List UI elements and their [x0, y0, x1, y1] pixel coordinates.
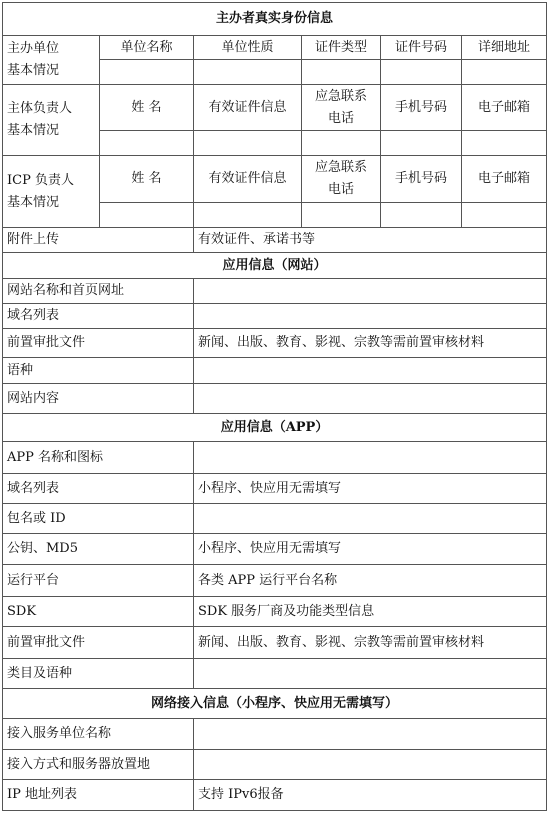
section-title-website: 应用信息（网站）: [3, 253, 547, 279]
attachment-value: 有效证件、承诺书等: [194, 228, 547, 253]
app-row-label: SDK: [3, 597, 194, 627]
attachment-label: 附件上传: [3, 228, 194, 253]
icp-label-line2: 基本情况: [7, 194, 60, 210]
empty-cell: [462, 203, 547, 228]
icp-phone-header: 手机号码: [381, 156, 462, 203]
network-row-label: 接入服务单位名称: [3, 719, 194, 750]
section-title-network: 网络接入信息（小程序、快应用无需填写）: [3, 689, 547, 719]
principal-name-header: 姓 名: [100, 85, 194, 131]
empty-cell: [381, 203, 462, 228]
app-row-value: 小程序、快应用无需填写: [194, 474, 547, 504]
empty-cell: [100, 131, 194, 156]
icp-basic-label: [3, 156, 100, 228]
principal-label-line2: 基本情况: [7, 123, 60, 138]
website-row-label: 网站名称和首页网址: [3, 279, 194, 304]
empty-cell: [194, 131, 302, 156]
network-row-label: 接入方式和服务器放置地: [3, 750, 194, 780]
icp-emergency-line2: 电话: [327, 182, 354, 197]
unit-basic-label: [3, 36, 100, 85]
network-row-label: IP 地址列表: [3, 780, 194, 811]
website-row-value: [194, 279, 547, 304]
app-row-value: 小程序、快应用无需填写: [194, 534, 547, 565]
col-unit-name: 单位名称: [100, 36, 194, 60]
website-row-label: 前置审批文件: [3, 329, 194, 358]
website-row-label: 域名列表: [3, 304, 194, 329]
app-row-label: 包名或 ID: [3, 504, 194, 534]
col-address: 详细地址: [462, 36, 547, 60]
app-row-label: 前置审批文件: [3, 627, 194, 659]
app-row-label: 域名列表: [3, 474, 194, 504]
app-row-value: [194, 659, 547, 689]
app-row-label: 运行平台: [3, 565, 194, 597]
principal-emergency-line2: 电话: [327, 110, 354, 126]
icp-label-line1: ICP 负责人: [7, 172, 74, 188]
app-row-value: [194, 442, 547, 474]
icp-emergency-line1: 应急联系: [314, 160, 367, 175]
section-title-identity: 主办者真实身份信息: [3, 3, 547, 36]
app-row-label: 类目及语种: [3, 659, 194, 689]
network-row-value: [194, 750, 547, 780]
filing-info-table: [2, 2, 547, 811]
icp-email-header: 电子邮箱: [462, 156, 547, 203]
icp-name-header: 姓 名: [100, 156, 194, 203]
empty-cell: [194, 203, 302, 228]
empty-cell: [100, 60, 194, 85]
empty-cell: [381, 60, 462, 85]
website-row-value: 新闻、出版、教育、影视、宗教等需前置审核材料: [194, 329, 547, 358]
principal-label-line1: 主体负责人: [7, 101, 73, 116]
empty-cell: [381, 131, 462, 156]
unit-label-line2: 基本情况: [7, 63, 60, 78]
website-row-value: [194, 384, 547, 414]
app-row-value: [194, 504, 547, 534]
empty-cell: [462, 60, 547, 85]
icp-emergency-header: [302, 156, 381, 203]
section-title-app: 应用信息（APP）: [3, 414, 547, 442]
website-row-label: 语种: [3, 358, 194, 384]
icp-cert-header: 有效证件信息: [194, 156, 302, 203]
app-row-label: APP 名称和图标: [3, 442, 194, 474]
empty-cell: [462, 131, 547, 156]
principal-basic-label: [3, 85, 100, 156]
empty-cell: [302, 203, 381, 228]
principal-cert-header: 有效证件信息: [194, 85, 302, 131]
app-row-label: 公钥、MD5: [3, 534, 194, 565]
network-row-value: [194, 719, 547, 750]
empty-cell: [302, 60, 381, 85]
app-row-value: 各类 APP 运行平台名称: [194, 565, 547, 597]
principal-phone-header: 手机号码: [381, 85, 462, 131]
website-row-value: [194, 304, 547, 329]
empty-cell: [194, 60, 302, 85]
network-row-value: 支持 IPv6报备: [194, 780, 547, 811]
empty-cell: [100, 203, 194, 228]
principal-email-header: 电子邮箱: [462, 85, 547, 131]
app-row-value: SDK 服务厂商及功能类型信息: [194, 597, 547, 627]
website-row-value: [194, 358, 547, 384]
principal-emergency-header: [302, 85, 381, 131]
website-row-label: 网站内容: [3, 384, 194, 414]
col-cert-number: 证件号码: [381, 36, 462, 60]
principal-emergency-line1: 应急联系: [314, 88, 367, 104]
empty-cell: [302, 131, 381, 156]
col-cert-type: 证件类型: [302, 36, 381, 60]
col-unit-nature: 单位性质: [194, 36, 302, 60]
unit-label-line1: 主办单位: [7, 41, 60, 56]
app-row-value: 新闻、出版、教育、影视、宗教等需前置审核材料: [194, 627, 547, 659]
